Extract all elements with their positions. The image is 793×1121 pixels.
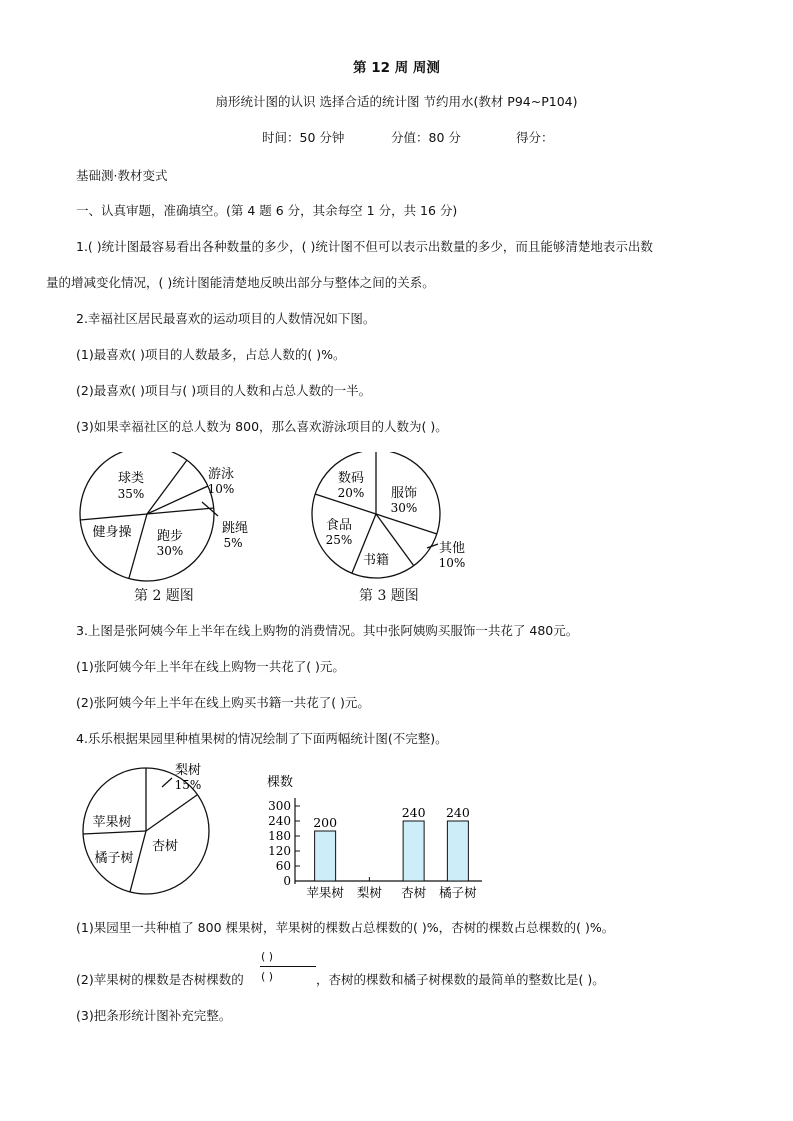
x-tick-label: 杏树 (401, 885, 427, 900)
page-subtitle: 扇形统计图的认识 选择合适的统计图 节约用水(教材 P94~P104) (215, 94, 578, 109)
fig4-label-name: 苹果树 (92, 815, 132, 830)
fig3-label-pct: 25% (325, 533, 353, 547)
bar-data-label: 240 (445, 805, 470, 820)
fig2-slice-edge (129, 514, 147, 578)
fig2-caption: 第 2 题图 (134, 588, 194, 604)
q1-line2: 量的增减变化情况，( )统计图能清楚地反映出部分与整体之间的关系。 (46, 275, 435, 290)
fig2-label-name: 球类 (117, 471, 145, 486)
fig4-slice-edge (146, 795, 197, 831)
fig4-label-pct: 15% (174, 778, 202, 792)
page-title: 第 12 周 周测 (353, 60, 440, 76)
q4-sub1: (1)果园里一共种植了 800 棵果树，苹果树的棵数占总棵数的( )%，杏树的棵数占总棵数的( )%。 (76, 920, 615, 935)
fig4-label-name: 杏树 (151, 839, 179, 854)
fig2-slice-edge (80, 514, 147, 520)
y-tick-label: 120 (268, 844, 291, 858)
fig2-label-name: 跳绳 (221, 521, 249, 536)
fig2-label-name: 健身操 (92, 525, 132, 540)
fig2-label-pct: 35% (117, 487, 145, 501)
fig3-slice-edge (376, 514, 437, 534)
fig4-slice-edge (83, 831, 146, 834)
fig2-slice-edge (147, 460, 187, 514)
y-tick-label: 180 (268, 829, 291, 843)
fig3-label-pct: 30% (390, 501, 418, 515)
fig3-label-name: 数码 (337, 471, 365, 486)
q4-sub3: (3)把条形统计图补充完整。 (76, 1008, 232, 1023)
time-info: 时间：50 分钟 (262, 130, 345, 145)
x-tick-label: 苹果树 (306, 885, 344, 900)
y-tick-label: 60 (275, 859, 291, 873)
q4-stem: 4.乐乐根据果园里种植果树的情况绘制了下面两幅统计图(不完整)。 (76, 731, 448, 746)
y-tick-label: 300 (268, 799, 291, 813)
fraction-bar (260, 966, 316, 967)
fig3-label-name: 其他 (438, 541, 466, 556)
fig2-label-name: 跑步 (156, 529, 184, 544)
part-one-heading: 一、认真审题，准确填空。(第 4 题 6 分，其余每空 1 分，共 16 分) (76, 203, 458, 218)
fig4-leader-line (162, 778, 172, 787)
q2-sub1: (1)最喜欢( )项目的人数最多，占总人数的( )%。 (76, 347, 346, 362)
fig2-label-name: 游泳 (207, 467, 235, 482)
bar (403, 821, 424, 881)
fraction-denominator: ( ) (261, 970, 274, 983)
bar (315, 831, 336, 881)
bar-data-label: 240 (401, 805, 426, 820)
fig4-bar-chart (250, 770, 495, 900)
fig2-label-pct: 30% (156, 544, 184, 558)
fig4-label-name: 梨树 (174, 763, 202, 778)
q2-sub3: (3)如果幸福社区的总人数为 800，那么喜欢游泳项目的人数为( )。 (76, 419, 448, 434)
fig3-caption: 第 3 题图 (359, 588, 419, 604)
fig4-pie-chart (74, 760, 224, 910)
q2-stem: 2.幸福社区居民最喜欢的运动项目的人数情况如下图。 (76, 311, 376, 326)
fig3-label-name: 服饰 (390, 486, 418, 501)
fig2-pie-outline (80, 452, 214, 581)
y-axis-label: 棵数 (266, 775, 294, 790)
q1-line1: 1.( )统计图最容易看出各种数量的多少，( )统计图不但可以表示出数量的多少，而且能够清楚地表示出数 (76, 239, 653, 254)
y-tick-label: 240 (268, 814, 291, 828)
q3-stem: 3.上图是张阿姨今年上半年在线上购物的消费情况。其中张阿姨购买服饰一共花了 480元。 (76, 623, 579, 638)
fig3-label-name: 食品 (325, 518, 353, 533)
section-label: 基础测·教材变式 (76, 168, 168, 183)
q3-sub2: (2)张阿姨今年上半年在线上购买书籍一共花了( )元。 (76, 695, 370, 710)
fig4-label-name: 橘子树 (94, 851, 134, 866)
score-info: 分值：80 分 (391, 130, 461, 145)
x-tick-label: 梨树 (356, 885, 382, 900)
fig2-label-pct: 10% (207, 482, 235, 496)
bar-data-label: 200 (313, 815, 338, 830)
got-score-info: 得分： (516, 130, 554, 145)
fig3-label-pct: 20% (337, 486, 365, 500)
fig2-label-pct: 5% (223, 536, 243, 550)
y-tick-label: 0 (283, 874, 291, 888)
q2-sub2: (2)最喜欢( )项目与( )项目的人数和占总人数的一半。 (76, 383, 372, 398)
fraction-numerator: ( ) (261, 950, 274, 963)
q3-sub1: (1)张阿姨今年上半年在线上购物一共花了( )元。 (76, 659, 345, 674)
q4-sub2-prefix: (2)苹果树的棵数是杏树棵数的 (76, 972, 244, 987)
fig3-label-pct: 10% (438, 556, 466, 570)
x-tick-label: 橘子树 (439, 885, 477, 900)
fig3-label-name: 书籍 (362, 553, 390, 568)
bar (447, 821, 468, 881)
q4-sub2-suffix: ，杏树的棵数和橘子树棵数的最简单的整数比是( )。 (316, 972, 605, 987)
